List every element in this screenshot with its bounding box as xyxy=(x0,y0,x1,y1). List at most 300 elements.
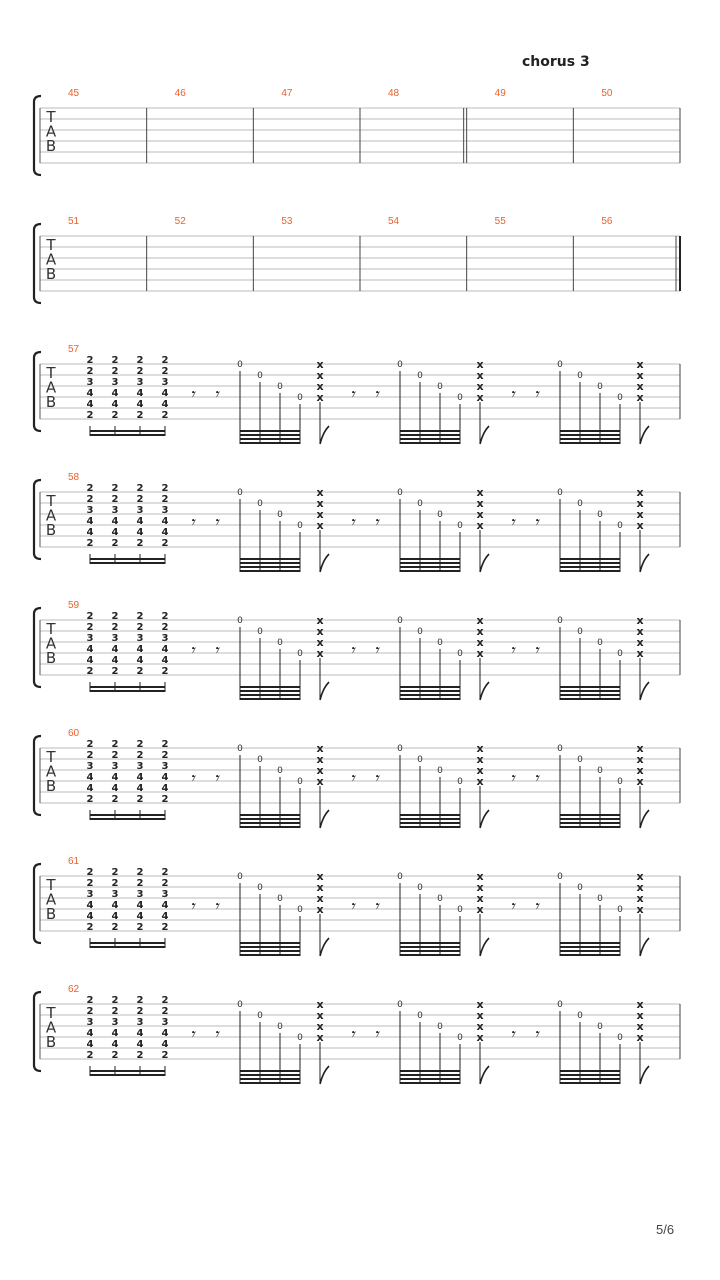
eighth-rest: 𝄾 xyxy=(509,1025,515,1045)
chord-fret: 4 xyxy=(86,911,94,922)
note-flag xyxy=(640,554,649,572)
chord-fret: 3 xyxy=(111,377,119,388)
muted-note: x xyxy=(316,614,324,627)
chord-fret: 2 xyxy=(111,483,119,494)
beam xyxy=(240,442,300,444)
muted-note: x xyxy=(636,753,644,766)
chord-fret: 4 xyxy=(86,900,94,911)
note-flag xyxy=(480,426,489,444)
arpeggio-fret: 0 xyxy=(457,393,463,403)
chord-fret: 4 xyxy=(161,911,169,922)
beam xyxy=(90,686,165,688)
eighth-rest: 𝄾 xyxy=(533,1025,539,1045)
note-flag xyxy=(480,1066,489,1084)
tab-letter-b: B xyxy=(45,905,57,923)
muted-note: x xyxy=(636,369,644,382)
muted-note: x xyxy=(636,892,644,905)
measure-number: 54 xyxy=(388,216,400,227)
muted-note: x xyxy=(316,380,324,393)
beam xyxy=(240,814,300,816)
chord-fret: 4 xyxy=(111,783,119,794)
beam xyxy=(400,566,460,568)
chord-fret: 4 xyxy=(86,783,94,794)
beam xyxy=(400,430,460,432)
chord-fret: 3 xyxy=(111,889,119,900)
chord-fret: 4 xyxy=(111,388,119,399)
eighth-rest: 𝄾 xyxy=(533,641,539,661)
beam xyxy=(560,1078,620,1080)
chord-fret: 2 xyxy=(86,750,94,761)
measure-number: 61 xyxy=(68,856,80,867)
chord-fret: 2 xyxy=(136,794,144,805)
chord-fret: 4 xyxy=(161,772,169,783)
arpeggio-fret: 0 xyxy=(617,1033,623,1043)
arpeggio-fret: 0 xyxy=(257,627,263,637)
muted-note: x xyxy=(636,358,644,371)
chord-fret: 2 xyxy=(161,622,169,633)
muted-note: x xyxy=(316,1009,324,1022)
chord-fret: 2 xyxy=(136,750,144,761)
arpeggio-fret: 0 xyxy=(597,1022,603,1032)
note-flag xyxy=(640,426,649,444)
chord-fret: 2 xyxy=(161,494,169,505)
chord-fret: 2 xyxy=(86,1006,94,1017)
chord-fret: 3 xyxy=(136,761,144,772)
arpeggio-fret: 0 xyxy=(277,382,283,392)
muted-note: x xyxy=(316,358,324,371)
arpeggio-fret: 0 xyxy=(257,883,263,893)
beam xyxy=(90,818,165,820)
eighth-rest: 𝄾 xyxy=(189,1025,195,1045)
muted-note: x xyxy=(476,1009,484,1022)
chord-fret: 3 xyxy=(161,889,169,900)
chord-fret: 3 xyxy=(136,633,144,644)
beam xyxy=(90,562,165,564)
eighth-rest: 𝄾 xyxy=(213,513,219,533)
muted-note: x xyxy=(636,775,644,788)
chord-fret: 2 xyxy=(86,666,94,677)
chord-fret: 2 xyxy=(86,922,94,933)
muted-note: x xyxy=(316,998,324,1011)
eighth-rest: 𝄾 xyxy=(373,769,379,789)
chord-fret: 2 xyxy=(111,995,119,1006)
measure-number: 45 xyxy=(68,88,80,99)
note-flag xyxy=(320,682,329,700)
muted-note: x xyxy=(316,1020,324,1033)
chord-fret: 4 xyxy=(161,900,169,911)
chord-fret: 3 xyxy=(136,1017,144,1028)
chord-fret: 2 xyxy=(111,1006,119,1017)
chord-fret: 4 xyxy=(161,1039,169,1050)
chord-fret: 4 xyxy=(161,516,169,527)
arpeggio-fret: 0 xyxy=(397,488,403,498)
beam xyxy=(240,950,300,952)
chord-fret: 2 xyxy=(111,355,119,366)
arpeggio-fret: 0 xyxy=(617,777,623,787)
beam xyxy=(400,558,460,560)
chord-fret: 2 xyxy=(86,366,94,377)
beam xyxy=(400,698,460,700)
arpeggio-fret: 0 xyxy=(577,755,583,765)
beam xyxy=(240,946,300,948)
page-number: 5/6 xyxy=(656,1222,675,1237)
chord-fret: 3 xyxy=(161,505,169,516)
arpeggio-fret: 0 xyxy=(277,510,283,520)
chord-fret: 2 xyxy=(86,867,94,878)
beam xyxy=(560,954,620,956)
arpeggio-fret: 0 xyxy=(577,371,583,381)
beam xyxy=(90,1070,165,1072)
arpeggio-fret: 0 xyxy=(557,616,563,626)
eighth-rest: 𝄾 xyxy=(509,513,515,533)
muted-note: x xyxy=(636,903,644,916)
beam xyxy=(240,558,300,560)
arpeggio-fret: 0 xyxy=(257,499,263,509)
eighth-rest: 𝄾 xyxy=(213,769,219,789)
beam xyxy=(400,946,460,948)
arpeggio-fret: 0 xyxy=(457,521,463,531)
tab-letter-b: B xyxy=(45,137,57,155)
tab-letter-t: T xyxy=(46,1004,56,1022)
muted-note: x xyxy=(476,742,484,755)
chord-fret: 3 xyxy=(86,633,94,644)
tab-letter-b: B xyxy=(45,393,57,411)
chord-fret: 4 xyxy=(136,1039,144,1050)
muted-note: x xyxy=(316,881,324,894)
chord-fret: 2 xyxy=(111,794,119,805)
arpeggio-fret: 0 xyxy=(277,1022,283,1032)
tab-letter-b: B xyxy=(45,649,57,667)
arpeggio-fret: 0 xyxy=(297,1033,303,1043)
muted-note: x xyxy=(476,998,484,1011)
note-flag xyxy=(480,810,489,828)
beam xyxy=(560,818,620,820)
eighth-rest: 𝄾 xyxy=(213,385,219,405)
muted-note: x xyxy=(476,870,484,883)
chord-fret: 2 xyxy=(111,867,119,878)
beam xyxy=(240,1074,300,1076)
arpeggio-fret: 0 xyxy=(297,521,303,531)
arpeggio-fret: 0 xyxy=(237,872,243,882)
measure-number: 55 xyxy=(494,216,506,227)
eighth-rest: 𝄾 xyxy=(509,769,515,789)
chord-fret: 4 xyxy=(161,399,169,410)
tab-letter-b: B xyxy=(45,777,57,795)
beam xyxy=(90,434,165,436)
muted-note: x xyxy=(316,391,324,404)
beam xyxy=(560,946,620,948)
chord-fret: 2 xyxy=(161,410,169,421)
chord-fret: 2 xyxy=(136,666,144,677)
beam xyxy=(240,942,300,944)
beam xyxy=(560,942,620,944)
beam xyxy=(240,954,300,956)
eighth-rest: 𝄾 xyxy=(213,897,219,917)
note-flag xyxy=(640,1066,649,1084)
chord-fret: 2 xyxy=(86,878,94,889)
beam xyxy=(560,822,620,824)
eighth-rest: 𝄾 xyxy=(509,641,515,661)
muted-note: x xyxy=(476,903,484,916)
chord-fret: 2 xyxy=(86,355,94,366)
eighth-rest: 𝄾 xyxy=(189,385,195,405)
eighth-rest: 𝄾 xyxy=(373,641,379,661)
beam xyxy=(240,562,300,564)
note-flag xyxy=(640,810,649,828)
beam xyxy=(560,566,620,568)
beam xyxy=(240,1078,300,1080)
chord-fret: 2 xyxy=(111,878,119,889)
arpeggio-fret: 0 xyxy=(597,894,603,904)
beam xyxy=(90,430,165,432)
eighth-rest: 𝄾 xyxy=(533,897,539,917)
arpeggio-fret: 0 xyxy=(577,499,583,509)
chord-fret: 4 xyxy=(86,516,94,527)
arpeggio-fret: 0 xyxy=(397,616,403,626)
beam xyxy=(90,946,165,948)
note-flag xyxy=(320,426,329,444)
muted-note: x xyxy=(476,369,484,382)
arpeggio-fret: 0 xyxy=(257,755,263,765)
arpeggio-fret: 0 xyxy=(277,638,283,648)
note-flag xyxy=(320,1066,329,1084)
chord-fret: 2 xyxy=(86,538,94,549)
arpeggio-fret: 0 xyxy=(297,777,303,787)
chord-fret: 2 xyxy=(136,878,144,889)
chord-fret: 2 xyxy=(111,494,119,505)
chord-fret: 3 xyxy=(86,889,94,900)
chord-fret: 4 xyxy=(111,516,119,527)
chord-fret: 2 xyxy=(136,922,144,933)
tab-letter-a: A xyxy=(45,378,57,397)
muted-note: x xyxy=(636,497,644,510)
chord-fret: 3 xyxy=(111,1017,119,1028)
chord-fret: 4 xyxy=(111,1028,119,1039)
beam xyxy=(560,814,620,816)
muted-note: x xyxy=(636,636,644,649)
muted-note: x xyxy=(476,497,484,510)
chord-fret: 2 xyxy=(136,1006,144,1017)
chord-fret: 4 xyxy=(86,655,94,666)
measure-number: 59 xyxy=(68,600,80,611)
muted-note: x xyxy=(636,1020,644,1033)
chord-fret: 4 xyxy=(136,527,144,538)
chord-fret: 3 xyxy=(161,633,169,644)
eighth-rest: 𝄾 xyxy=(213,1025,219,1045)
chord-fret: 4 xyxy=(111,900,119,911)
chord-fret: 3 xyxy=(111,633,119,644)
eighth-rest: 𝄾 xyxy=(349,641,355,661)
muted-note: x xyxy=(636,614,644,627)
chord-fret: 2 xyxy=(136,1050,144,1061)
beam xyxy=(240,438,300,440)
tab-letter-t: T xyxy=(46,108,56,126)
chord-fret: 3 xyxy=(111,761,119,772)
chord-fret: 4 xyxy=(136,911,144,922)
chord-fret: 3 xyxy=(111,505,119,516)
beam xyxy=(90,942,165,944)
chord-fret: 2 xyxy=(111,739,119,750)
muted-note: x xyxy=(316,1031,324,1044)
chord-fret: 2 xyxy=(161,366,169,377)
arpeggio-fret: 0 xyxy=(457,905,463,915)
chord-fret: 4 xyxy=(136,516,144,527)
chord-fret: 2 xyxy=(111,622,119,633)
beam xyxy=(240,822,300,824)
chord-fret: 4 xyxy=(161,783,169,794)
chord-fret: 2 xyxy=(161,750,169,761)
note-flag xyxy=(640,682,649,700)
chord-fret: 2 xyxy=(161,355,169,366)
arpeggio-fret: 0 xyxy=(617,905,623,915)
beam xyxy=(560,438,620,440)
note-flag xyxy=(480,938,489,956)
tab-letter-t: T xyxy=(46,236,56,254)
chord-fret: 2 xyxy=(161,922,169,933)
muted-note: x xyxy=(476,892,484,905)
section-label: chorus 3 xyxy=(522,54,590,70)
measure-number: 47 xyxy=(281,88,293,99)
beam xyxy=(400,826,460,828)
beam xyxy=(400,570,460,572)
muted-note: x xyxy=(476,636,484,649)
beam xyxy=(400,942,460,944)
arpeggio-fret: 0 xyxy=(457,649,463,659)
chord-fret: 4 xyxy=(161,388,169,399)
chord-fret: 4 xyxy=(136,1028,144,1039)
muted-note: x xyxy=(316,625,324,638)
beam xyxy=(400,1078,460,1080)
chord-fret: 2 xyxy=(86,995,94,1006)
arpeggio-fret: 0 xyxy=(557,872,563,882)
tab-letter-a: A xyxy=(45,634,57,653)
chord-fret: 2 xyxy=(161,538,169,549)
chord-fret: 4 xyxy=(136,772,144,783)
muted-note: x xyxy=(636,764,644,777)
chord-fret: 4 xyxy=(111,655,119,666)
beam xyxy=(90,690,165,692)
arpeggio-fret: 0 xyxy=(237,360,243,370)
arpeggio-fret: 0 xyxy=(397,1000,403,1010)
beam xyxy=(400,1070,460,1072)
chord-fret: 4 xyxy=(86,1028,94,1039)
chord-fret: 2 xyxy=(111,922,119,933)
beam xyxy=(90,814,165,816)
beam xyxy=(400,434,460,436)
note-flag xyxy=(480,682,489,700)
chord-fret: 3 xyxy=(161,761,169,772)
beam xyxy=(560,442,620,444)
eighth-rest: 𝄾 xyxy=(533,385,539,405)
eighth-rest: 𝄾 xyxy=(373,513,379,533)
chord-fret: 4 xyxy=(136,399,144,410)
beam xyxy=(240,430,300,432)
arpeggio-fret: 0 xyxy=(257,1011,263,1021)
tab-letter-b: B xyxy=(45,521,57,539)
arpeggio-fret: 0 xyxy=(417,883,423,893)
beam xyxy=(240,818,300,820)
beam xyxy=(560,694,620,696)
eighth-rest: 𝄾 xyxy=(533,513,539,533)
measure-number: 62 xyxy=(68,984,80,995)
beam xyxy=(560,950,620,952)
arpeggio-fret: 0 xyxy=(577,627,583,637)
chord-fret: 4 xyxy=(161,1028,169,1039)
arpeggio-fret: 0 xyxy=(277,766,283,776)
tab-letter-b: B xyxy=(45,1033,57,1051)
beam xyxy=(560,1082,620,1084)
beam xyxy=(400,822,460,824)
muted-note: x xyxy=(316,508,324,521)
measure-number: 52 xyxy=(174,216,186,227)
muted-note: x xyxy=(476,1020,484,1033)
chord-fret: 3 xyxy=(86,377,94,388)
chord-fret: 2 xyxy=(86,611,94,622)
arpeggio-fret: 0 xyxy=(437,766,443,776)
beam xyxy=(400,818,460,820)
muted-note: x xyxy=(316,892,324,905)
beam xyxy=(560,558,620,560)
muted-note: x xyxy=(636,998,644,1011)
eighth-rest: 𝄾 xyxy=(349,1025,355,1045)
measure-number: 50 xyxy=(601,88,613,99)
chord-fret: 4 xyxy=(111,911,119,922)
chord-fret: 3 xyxy=(161,1017,169,1028)
chord-fret: 2 xyxy=(161,1006,169,1017)
tab-letter-t: T xyxy=(46,876,56,894)
muted-note: x xyxy=(476,881,484,894)
arpeggio-fret: 0 xyxy=(437,510,443,520)
arpeggio-fret: 0 xyxy=(557,744,563,754)
muted-note: x xyxy=(636,519,644,532)
beam xyxy=(560,1070,620,1072)
beam xyxy=(560,434,620,436)
chord-fret: 2 xyxy=(136,739,144,750)
muted-note: x xyxy=(636,391,644,404)
beam xyxy=(240,566,300,568)
arpeggio-fret: 0 xyxy=(577,1011,583,1021)
chord-fret: 2 xyxy=(111,366,119,377)
chord-fret: 4 xyxy=(86,527,94,538)
chord-fret: 4 xyxy=(161,655,169,666)
beam xyxy=(560,562,620,564)
tab-letter-t: T xyxy=(46,364,56,382)
muted-note: x xyxy=(476,391,484,404)
note-flag xyxy=(320,938,329,956)
muted-note: x xyxy=(476,380,484,393)
chord-fret: 3 xyxy=(86,761,94,772)
eighth-rest: 𝄾 xyxy=(189,513,195,533)
chord-fret: 4 xyxy=(111,399,119,410)
note-flag xyxy=(640,938,649,956)
muted-note: x xyxy=(636,881,644,894)
muted-note: x xyxy=(316,753,324,766)
measure-number: 48 xyxy=(388,88,400,99)
chord-fret: 4 xyxy=(86,399,94,410)
chord-fret: 4 xyxy=(86,1039,94,1050)
eighth-rest: 𝄾 xyxy=(189,641,195,661)
measure-number: 46 xyxy=(174,88,186,99)
beam xyxy=(240,690,300,692)
arpeggio-fret: 0 xyxy=(597,382,603,392)
chord-fret: 2 xyxy=(161,995,169,1006)
chord-fret: 2 xyxy=(86,622,94,633)
note-flag xyxy=(320,554,329,572)
arpeggio-fret: 0 xyxy=(297,649,303,659)
beam xyxy=(240,694,300,696)
chord-fret: 2 xyxy=(161,611,169,622)
tab-letter-a: A xyxy=(45,1018,57,1037)
